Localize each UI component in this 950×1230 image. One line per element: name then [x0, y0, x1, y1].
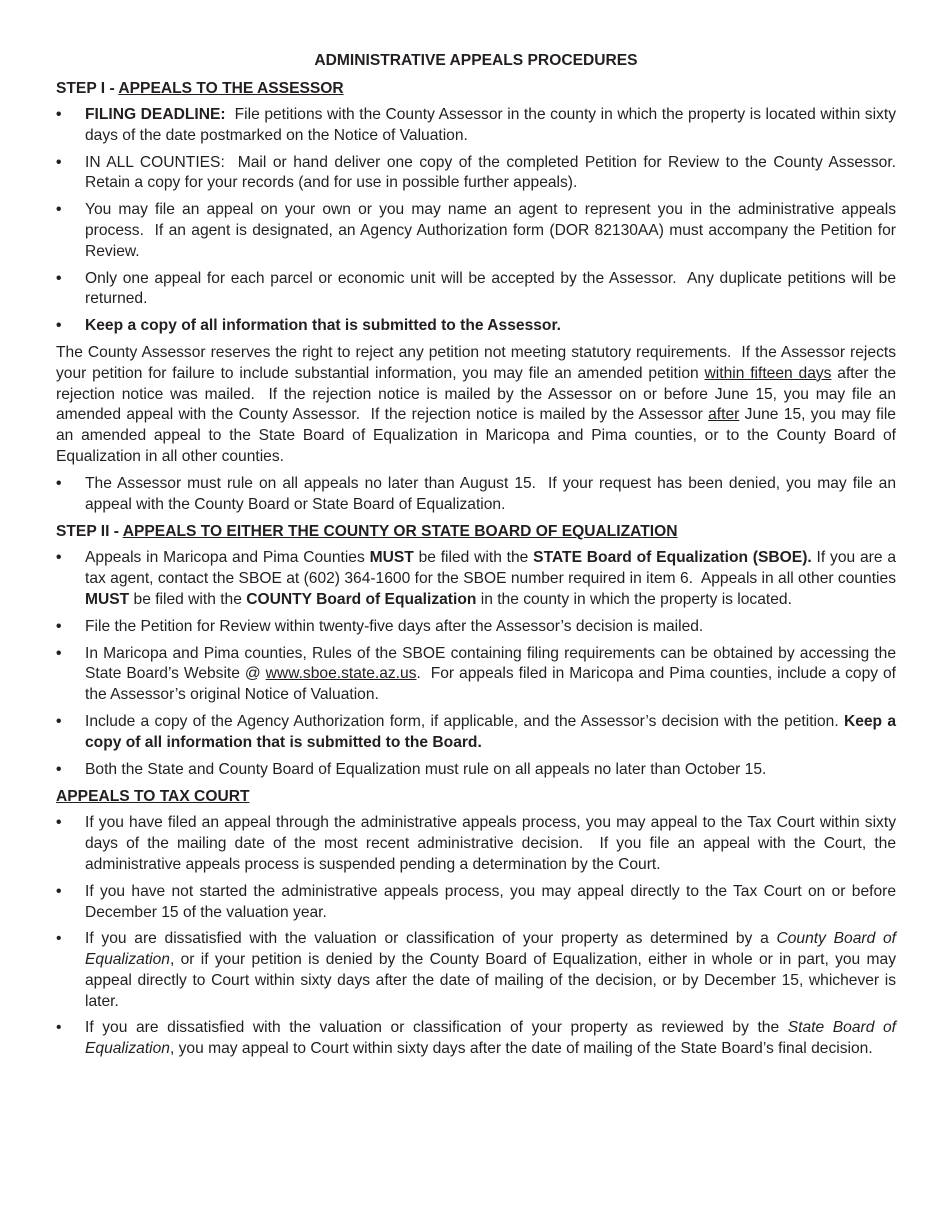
step1-list: [56, 105, 905, 337]
bullet-icon: •: [56, 106, 62, 123]
list-item: • Both the State and County Board of Equalization must rule on all appeals no later than October 15.: [56, 760, 896, 781]
list-item: • In Maricopa and Pima counties, Rules of the SBOE containing filing requirements can be obtained by accessing the State Board’s Website @ www.sboe.state.az.us. For appeals filed in Maricopa and Pima counties, include a copy of the Assessor’s original Notice of Valuation.: [56, 644, 901, 704]
list-item: • You may file an appeal on your own or you may name an agent to represent you in the administrative appeals process. If an agent is designated, an Agency Authorization form (DOR 82130AA) must accompany the Petition for Review.: [56, 201, 901, 260]
bullet-icon: •: [56, 760, 62, 778]
taxcourt-title: APPEALS TO TAX COURT: [56, 788, 250, 806]
step2-prefix: STEP II -: [56, 523, 123, 541]
list-item: • Appeals in Maricopa and Pima Counties MUST be filed with the STATE Board of Equalization (SBOE). If you are a tax agent, contact the SBOE at (602) 364-1600 for the SBOE number required in item 6. Appeals in all other counties MUST be filed with the COUNTY Board of Equalization in the county in which the property is located.: [56, 549, 901, 608]
bullet-icon: •: [56, 882, 62, 900]
list-item: • Keep a copy of all information that is submitted to the Assessor.: [56, 316, 896, 337]
taxcourt-heading: [56, 786, 896, 808]
step1-list-2: [56, 474, 901, 516]
step1-heading: [56, 78, 896, 100]
list-item: • Only one appeal for each parcel or economic unit will be accepted by the Assessor. Any duplicate petitions will be returned.: [56, 269, 901, 308]
bullet-icon: •: [56, 549, 62, 567]
step1-prefix: STEP I -: [56, 80, 119, 97]
bullet-icon: •: [56, 712, 62, 730]
step1-title: APPEALS TO THE ASSESSOR: [118, 80, 344, 97]
bullet-icon: •: [56, 930, 62, 948]
bullet-icon: •: [56, 814, 62, 832]
bullet-icon: •: [56, 317, 62, 335]
taxcourt-list: [56, 813, 901, 1060]
list-item: • FILING DEADLINE: File petitions with the County Assessor in the county in which the property is located within sixty days of the date postmarked on the Notice of Valuation.: [56, 106, 901, 144]
list-item: • If you are dissatisfied with the valuation or classification of your property as determined by a County Board of Equalization, or if your petition is denied by the County Board of Equalization, either in whole or in part, you may appeal directly to Court within sixty days after the date of mailing of the decision, or by December 15, whichever is later.: [56, 930, 901, 1010]
bullet-icon: •: [56, 644, 62, 662]
step2-list: [56, 548, 901, 780]
list-item: • File the Petition for Review within twenty-five days after the Assessor’s decision is mailed.: [56, 617, 896, 638]
step2-title: APPEALS TO EITHER THE COUNTY OR STATE BOARD OF EQUALIZATION: [122, 523, 678, 541]
step2-heading: [56, 521, 896, 543]
filing-deadline-label: FILING DEADLINE:: [85, 106, 226, 123]
document-page: [56, 50, 905, 1066]
document-title: ADMINISTRATIVE APPEALS PROCEDURES: [314, 52, 638, 69]
sboe-website-link[interactable]: www.sboe.state.az.us: [265, 665, 417, 683]
list-item: • If you have not started the administrative appeals process, you may appeal directly to the Tax Court on or before December 15 of the valuation year.: [56, 882, 901, 921]
list-item: • If you are dissatisfied with the valuation or classification of your property as reviewed by the State Board of Equalization, you may appeal to Court within sixty days after the date of mailing of the State Board’s final decision.: [56, 1019, 901, 1058]
bullet-icon: •: [56, 617, 62, 635]
rejection-paragraph: The County Assessor reserves the right to reject any petition not meeting statutory requirements. If the Assessor rejects your petition for failure to include substantial information, you may file an amended petition within fifteen days after the rejection notice was mailed. If the rejection notice is mailed by the Assessor on or before June 15, you may file an amended appeal with the County Assessor. If the rejection notice is mailed by the Assessor after June 15, you may file an amended appeal to the State Board of Equalization in Maricopa and Pima counties, or to the County Board of Equalization in all other counties.: [56, 343, 901, 465]
bullet-icon: •: [56, 201, 62, 219]
bullet-icon: •: [56, 153, 62, 171]
list-item: • The Assessor must rule on all appeals no later than August 15. If your request has been denied, you may file an appeal with the County Board or State Board of Equalization.: [56, 474, 901, 513]
bullet-icon: •: [56, 1019, 62, 1037]
list-item: • If you have filed an appeal through the administrative appeals process, you may appeal to the Tax Court within sixty days of the mailing date of the most recent administrative decision. If you file an appeal with the Court, the administrative appeals process is suspended pending a determination by the Court.: [56, 814, 901, 873]
list-item: • Include a copy of the Agency Authorization form, if applicable, and the Assessor’s decision with the petition. Keep a copy of all information that is submitted to the Board.: [56, 712, 901, 751]
bullet-icon: •: [56, 269, 62, 287]
list-item: • IN ALL COUNTIES: Mail or hand deliver one copy of the completed Petition for Review to the County Assessor. Retain a copy for your records (and for use in possible further appeals).: [56, 153, 905, 192]
bullet-icon: •: [56, 474, 62, 492]
